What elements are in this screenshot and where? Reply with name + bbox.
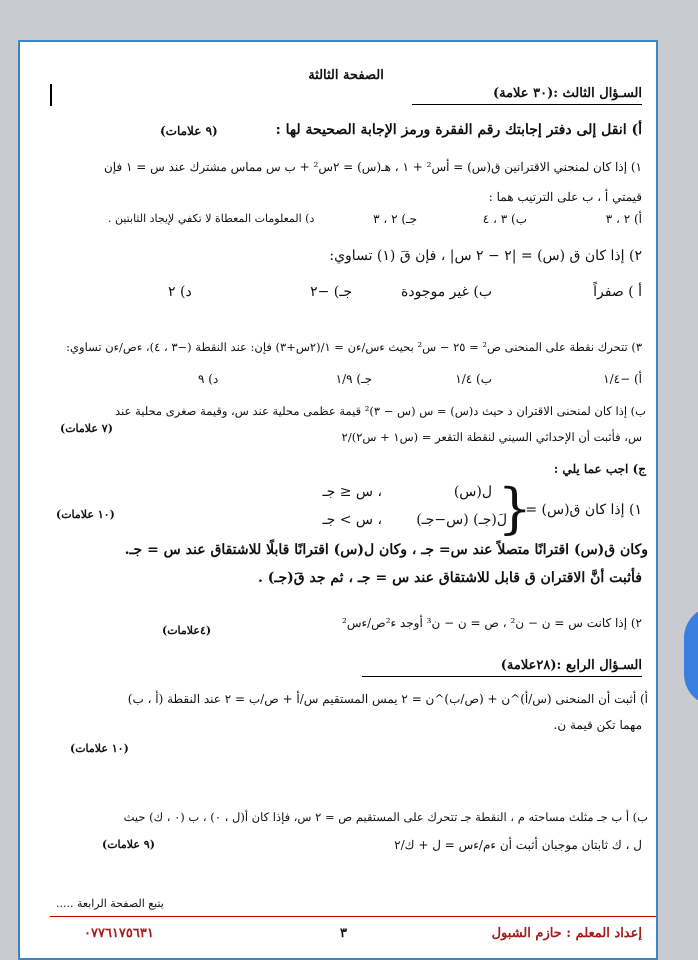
q4-b-marks: (٩ علامات) [102, 838, 155, 851]
item2-option-d: د) ٢ [168, 284, 192, 300]
part-b-line1: ب) إذا كان لمنحنى الاقتران د حيث د(س) = س (س − ٣)² قيمة عظمى محلية عند س، وقيمة صغرى محلية عند [115, 404, 646, 418]
item3-option-d: د) ٩ [198, 372, 219, 386]
c2-line: ٢) إذا كانت س = ن − ن² ، ص = ن − ن³ أوجد ء²ص/ءس² [342, 616, 642, 630]
part-b-marks: (٧ علامات) [60, 422, 113, 435]
q4-heading: السـؤال الرابع :(٢٨علامة) [500, 658, 642, 673]
c1-line2: وكان ق(س) اقترانًا متصلاً عند س= جـ ، وكان ل(س) اقترانًا قابلًا للاشتقاق عند س = جـ. [124, 542, 648, 558]
c1-marks: (١٠ علامات) [56, 508, 115, 521]
c1-case2-cond: ، س > جـ [322, 512, 382, 528]
item1-line2: قيمتي أ ، ب على الترتيب هما : [488, 190, 642, 204]
part-c-label: ج) اجب عما يلي : [553, 462, 646, 476]
exam-page [18, 40, 658, 960]
item1-line1: ١) إذا كان لمنحني الاقترانين ق(س) = أس² + ١ ، هـ(س) = ٢س² + ب س مماس مشترك عند س = ١ فإن [103, 160, 642, 174]
c1-case1-expr: ل(س) [453, 484, 492, 500]
continue-note: يتبع الصفحة الرابعة ..... [56, 897, 164, 910]
item3-option-b: ب) ١/٤ [455, 372, 492, 386]
item1-option-b: ب) ٣ ، ٤ [482, 212, 527, 226]
q3-part-a-marks: (٩ علامات) [160, 124, 218, 138]
side-tab [684, 606, 698, 706]
q4-a-marks: (١٠ علامات) [70, 742, 129, 755]
footer-phone: ٠٧٧٦١٧٥٦٣١ [84, 926, 154, 941]
page-content [50, 42, 648, 958]
item1-option-a: أ) ٢ ، ٣ [605, 212, 642, 226]
item2-line: ٢) إذا كان ق (س) = |٢ − ٢ س| ، فإن قَ (١) تساوي: [329, 248, 642, 264]
q4-b-line1: ب) أ ب جـ مثلث مساحته م ، النقطة جـ تتحرك على المستقيم ص = ٢ س، فإذا كان أ(ل ، ٠) ، ب (٠ ، ك) حيث [123, 810, 648, 824]
item2-option-c: جـ) −٢ [310, 284, 352, 300]
c1-line3: فأثبت أنَّ الاقتران ق قابل للاشتقاق عند س = جـ ، ثم جد قَ(جـ) . [257, 570, 642, 586]
footer-divider [50, 916, 656, 917]
item2-option-a: أ ) صفراً [593, 284, 642, 300]
item3-option-a: أ) −١/٤ [603, 372, 642, 386]
item1-option-c: جـ) ٢ ، ٣ [373, 212, 417, 226]
footer-author: إعداد المعلم : حازم الشبول [491, 926, 642, 941]
q4-b-line2: ل ، ك ثابتان موجبان أثبت أن ءم/ءس = ل + ك/٢ [394, 838, 642, 852]
item2-option-b: ب) غير موجودة [401, 284, 492, 300]
c2-marks: (٤علامات) [162, 624, 212, 637]
c1-prefix: ١) إذا كان ق(س) = [525, 502, 642, 518]
q4-a-line2: مهما تكن قيمة ن. [553, 718, 642, 732]
q3-part-a-instruction: أ) انقل إلى دفتر إجابتك رقم الفقرة ورمز الإجابة الصحيحة لها : [275, 122, 642, 138]
q3-heading: السـؤال الثالث :(٣٠ علامة) [492, 86, 642, 101]
page-title: الصفحة الثالثة [308, 68, 384, 83]
c1-case2-expr: لَ(جـ) (س−جـ) [416, 512, 507, 528]
part-b-line2: س، فأثبت أن الإحداثي السيني لنقطة التقعر = (س١ + س٢)/٢ [341, 430, 642, 444]
item3-line: ٣) تتحرك نقطة على المنحنى ص² = ٢٥ − س² بحيث ءس/ءن = ١/(٢س+٣) فإن: عند النقطة (−٣ ، ٤)، ءص/ءن تساوي: [66, 340, 642, 354]
item3-option-c: جـ) ١/٩ [335, 372, 372, 386]
q4-a-line1: أ) أثبت أن المنحنى (س/أ)^ن + (ص/ب)^ن = ٢ يمس المستقيم س/أ + ص/ب = ٢ عند النقطة (أ ، ب) [127, 692, 648, 706]
item1-option-d: د) المعلومات المعطاة لا تكفي لإيجاد الثابتين . [108, 212, 315, 225]
piecewise-brace: { [497, 477, 532, 540]
footer-page-number: ٣ [340, 926, 347, 941]
c1-case1-cond: ، س ≤ جـ [322, 484, 382, 500]
